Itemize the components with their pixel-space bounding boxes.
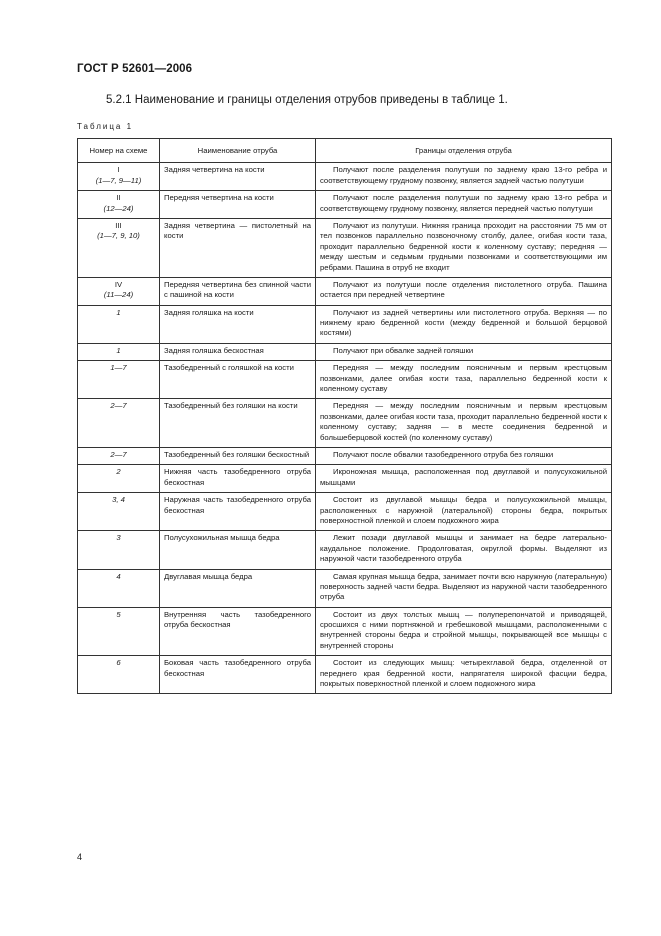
scheme-number-cell [78, 163, 160, 191]
cut-boundaries: Состоит из следующих мышц: четырехглавой бедра, отделенной от переднего края бедренной кости, напрягателя широкой фасции бедра, покрытых поверхностной пленкой и слоем подкожного жира [316, 656, 612, 694]
cut-name-cell [160, 607, 316, 656]
cut-name-cell [160, 493, 316, 531]
cut-boundaries: Самая крупная мышца бедра, занимает почти всю наружную (латеральную) поверхность задней части бедра. Выделяют из наружной части тазобедренного отруба [316, 569, 612, 607]
scheme-number: III [115, 220, 122, 230]
scheme-number-cell [78, 493, 160, 531]
table-row [78, 465, 612, 493]
cut-boundaries: Получают из полутуши. Нижняя граница проходит на расстоянии 75 мм от тел позвонков параллельно позвоночному столбу, далее, огибая кости таза, проходит параллельно бедренной кости к коленному суставу; передняя — между шестым и седьмым грудными позвонками и соответствующими им ребрами. Пашина в отруб не входит [316, 218, 612, 277]
scheme-number: II [116, 193, 121, 203]
scheme-number-cell [78, 399, 160, 448]
table-row [78, 656, 612, 694]
scheme-number: I [117, 165, 120, 175]
scheme-number-cell [78, 218, 160, 277]
page-number: 4 [77, 852, 83, 862]
cut-boundaries: Получают при обвалке задней голяшки [316, 343, 612, 360]
scheme-number: IV [114, 279, 123, 289]
cut-name: Нижняя часть тазобедренного отруба бескостная [164, 467, 311, 487]
scheme-number: 1 [116, 307, 121, 317]
cut-name: Полусухожильная мышца бедра [164, 533, 280, 543]
cut-name-cell [160, 343, 316, 360]
cut-name: Боковая часть тазобедренного отруба бескостная [164, 658, 311, 678]
scheme-range: (1—7, 9—11) [95, 175, 142, 185]
cut-name-cell [160, 399, 316, 448]
scheme-number: 2—7 [110, 449, 127, 459]
table-row [78, 447, 612, 464]
header-scheme-number: Номер на схеме [78, 139, 160, 163]
scheme-number-cell [78, 569, 160, 607]
scheme-number-cell [78, 191, 160, 219]
scheme-number: 5 [116, 609, 121, 619]
cut-name-cell [160, 465, 316, 493]
scheme-number-cell [78, 343, 160, 360]
cut-name: Внутренняя часть тазобедренного отруба бескостная [164, 609, 311, 630]
scheme-range: (1—7, 9, 10) [97, 231, 140, 241]
cut-name: Тазобедренный без голяшки на кости [164, 401, 298, 411]
scheme-number-cell [78, 465, 160, 493]
clause-text: 5.2.1 Наименование и границы отделения отрубов приведены в таблице 1. [106, 94, 508, 106]
cut-name: Тазобедренный без голяшки бескостный [164, 449, 310, 459]
table-row [78, 218, 612, 277]
table-row [78, 305, 612, 343]
scheme-number: 2—7 [110, 401, 127, 411]
scheme-number-cell [78, 277, 160, 305]
table-row [78, 361, 612, 399]
header-cut-name: Наименование отруба [160, 139, 316, 163]
cut-boundaries: Состоит из двух толстых мышц — полуперепончатой и приводящей, сросшихся с ними портняжной и гребешковой мышцами, расположенными с внутренней стороны бедра и стройной мышцы, покрывающей все мышцы с внутренней стороны [316, 607, 612, 656]
table-row [78, 569, 612, 607]
cut-name: Задняя голяшка бескостная [164, 345, 264, 355]
cut-name-cell [160, 531, 316, 569]
table-row [78, 191, 612, 219]
scheme-number: 4 [116, 571, 121, 581]
cuts-table [77, 138, 612, 694]
scheme-number-cell [78, 447, 160, 464]
scheme-number-cell [78, 531, 160, 569]
scheme-number: 3 [116, 533, 121, 543]
scheme-range: (11—24) [103, 290, 134, 300]
table-row [78, 531, 612, 569]
cut-name: Задняя голяшка на кости [164, 307, 254, 317]
cut-boundaries: Получают после разделения полутуши по заднему краю 13-го ребра и соответствующему грудному позвонку, является передней частью полутуши [316, 191, 612, 219]
cut-name-cell [160, 218, 316, 277]
cut-boundaries: Передняя — между последним поясничным и первым крестцовым позвонками, далее огибая кости таза, параллельно бедренной кости к коленному суставу [316, 361, 612, 399]
cut-name-cell [160, 361, 316, 399]
scheme-number: 2 [116, 467, 121, 477]
cut-boundaries: Получают после обвалки тазобедренного отруба без голяшки [316, 447, 612, 464]
table-row [78, 607, 612, 656]
cut-name: Задняя четвертина — пистолетный на кости [164, 220, 311, 241]
scheme-number-cell [78, 361, 160, 399]
scheme-number-cell [78, 305, 160, 343]
cut-boundaries: Получают из задней четвертины или пистолетного отруба. Верхняя — по нижнему краю бедренной кости (между бедренной и большой берцовой костями) [316, 305, 612, 343]
cut-name-cell [160, 163, 316, 191]
header-cut-boundaries: Границы отделения отруба [316, 139, 612, 163]
scheme-number: 1—7 [110, 363, 127, 373]
cut-boundaries: Передняя — между последним поясничным и первым крестцовым позвонками, далее огибая кости таза, проходит параллельно бедренной кости к коленному суставу; задняя — в месте соединения бедренной и большеберцовой костей (по коленному суставу) [316, 399, 612, 448]
table-header-row [78, 139, 612, 163]
cut-name-cell [160, 447, 316, 464]
scheme-number: 6 [116, 658, 121, 668]
table-row [78, 493, 612, 531]
cut-name-cell [160, 277, 316, 305]
table-row [78, 277, 612, 305]
cut-boundaries: Икроножная мышца, расположенная под двуглавой и полусухожильной мышцами [316, 465, 612, 493]
table-caption: Таблица 1 [77, 122, 134, 131]
cut-name: Передняя четвертина на кости [164, 193, 274, 203]
cut-name-cell [160, 569, 316, 607]
cut-boundaries: Получают после разделения полутуши по заднему краю 13-го ребра и соответствующему грудному позвонку, является задней частью полутуши [316, 163, 612, 191]
table-row [78, 163, 612, 191]
cut-name: Задняя четвертина на кости [164, 165, 265, 175]
table-row [78, 343, 612, 360]
scheme-number-cell [78, 656, 160, 694]
cut-name: Передняя четвертина без спинной части с пашиной на кости [164, 279, 311, 300]
cut-name: Тазобедренный с голяшкой на кости [164, 363, 294, 373]
scheme-number: 3, 4 [112, 495, 125, 505]
cut-name: Двуглавая мышца бедра [164, 571, 253, 581]
scheme-number-cell [78, 607, 160, 656]
cut-name-cell [160, 656, 316, 694]
cut-boundaries: Состоит из двуглавой мышцы бедра и полусухожильной мышцы, расположенных с наружной (латеральной) стороны бедра, покрытых поверхностной пленкой и слоем подкожного жира [316, 493, 612, 531]
document-code: ГОСТ Р 52601—2006 [77, 63, 193, 75]
table-row [78, 399, 612, 448]
cut-name: Наружная часть тазобедренного отруба бескостная [164, 495, 311, 515]
cut-name-cell [160, 305, 316, 343]
cut-boundaries: Получают из полутуши после отделения пистолетного отруба. Пашина остается при передней четвертине [316, 277, 612, 305]
scheme-number: 1 [116, 345, 121, 355]
cut-boundaries: Лежит позади двуглавой мышцы и занимает на бедре латерально-каудальное положение. Продолговатая, округлой формы. Выделяют из наружной части тазобедренного отруба [316, 531, 612, 569]
scheme-range: (12—24) [103, 203, 134, 213]
cut-name-cell [160, 191, 316, 219]
